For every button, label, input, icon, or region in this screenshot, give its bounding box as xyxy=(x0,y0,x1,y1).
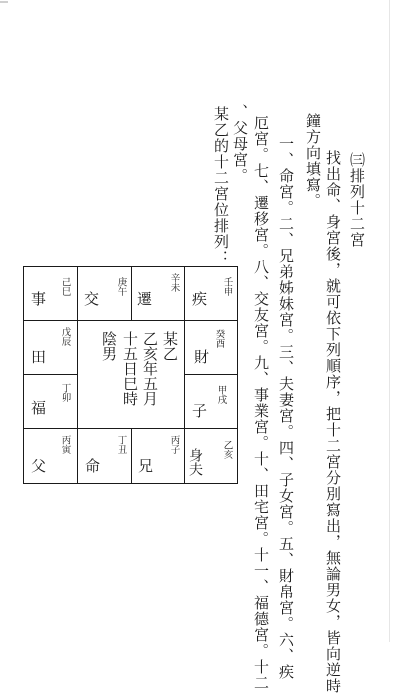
twelve-palace-chart xyxy=(23,266,238,484)
palace-name: 子 xyxy=(192,402,208,420)
stem-branch-label: 辛未 xyxy=(168,273,180,292)
scan-corner-mark xyxy=(0,1,8,3)
palace-name: 交 xyxy=(84,290,100,308)
grid-line xyxy=(184,374,237,375)
stem-branch-label: 丁卯 xyxy=(59,383,71,402)
paragraph-line-2: 鐘方向填寫。 xyxy=(304,113,322,209)
stem-branch-label: 癸酉 xyxy=(213,329,225,348)
grid-line xyxy=(131,428,132,483)
grid-line xyxy=(24,374,77,375)
stem-branch-label: 庚午 xyxy=(115,277,127,296)
palace-name: 父 xyxy=(31,457,47,475)
grid-line xyxy=(77,267,78,483)
palace-name: 兄 xyxy=(138,457,154,475)
palace-name: 遷 xyxy=(137,290,153,308)
palace-name: 田 xyxy=(31,348,47,366)
stem-branch-label: 乙亥 xyxy=(221,440,233,459)
palace-name: 福 xyxy=(31,399,47,417)
stem-branch-label: 戊辰 xyxy=(59,327,71,346)
birth-day-hour: 十五日巳時 xyxy=(121,331,139,406)
stem-branch-label: 丁丑 xyxy=(115,435,127,454)
grid-line xyxy=(184,267,185,483)
example-caption: 某乙的十二宮位排列： xyxy=(212,106,230,266)
stem-branch-label: 壬申 xyxy=(221,277,233,296)
gender-yinyang: 陰男 xyxy=(100,331,118,361)
person-name: 某乙 xyxy=(161,331,179,361)
palace-name-self-spouse: 身夫 xyxy=(187,448,203,476)
palace-name: 命 xyxy=(85,457,101,475)
page-fold-line xyxy=(389,0,390,642)
palace-order-line-2: 厄宮。七、遷移宮。八、交友宮。九、事業宮。十、田宅宮。十一、福德宮。十二 xyxy=(252,115,270,691)
stem-branch-label: 丙寅 xyxy=(59,435,71,454)
palace-order-line-1: 一、命宮。二、兄弟姊妹宮。三、夫妻宮。四、子女宮。五、財帛宮。六、疾 xyxy=(277,136,295,680)
birth-year-month: 乙亥年五月 xyxy=(141,331,159,406)
stem-branch-label: 己巳 xyxy=(59,277,71,296)
grid-line xyxy=(24,320,237,321)
stem-branch-label: 丙子 xyxy=(168,435,180,454)
section-heading: ㈢排列十二宮 xyxy=(348,152,366,248)
palace-name: 疾 xyxy=(192,290,208,308)
palace-name: 事 xyxy=(31,290,47,308)
paragraph-line-1: 找出命、身宮後，就可依下列順序，把十二宮分別寫出，無論男女，皆向逆時 xyxy=(324,150,342,694)
palace-name: 財 xyxy=(194,348,210,366)
palace-order-line-3: 、父母宮。 xyxy=(231,104,249,184)
stem-branch-label: 甲戌 xyxy=(215,385,227,404)
grid-line xyxy=(131,267,132,320)
